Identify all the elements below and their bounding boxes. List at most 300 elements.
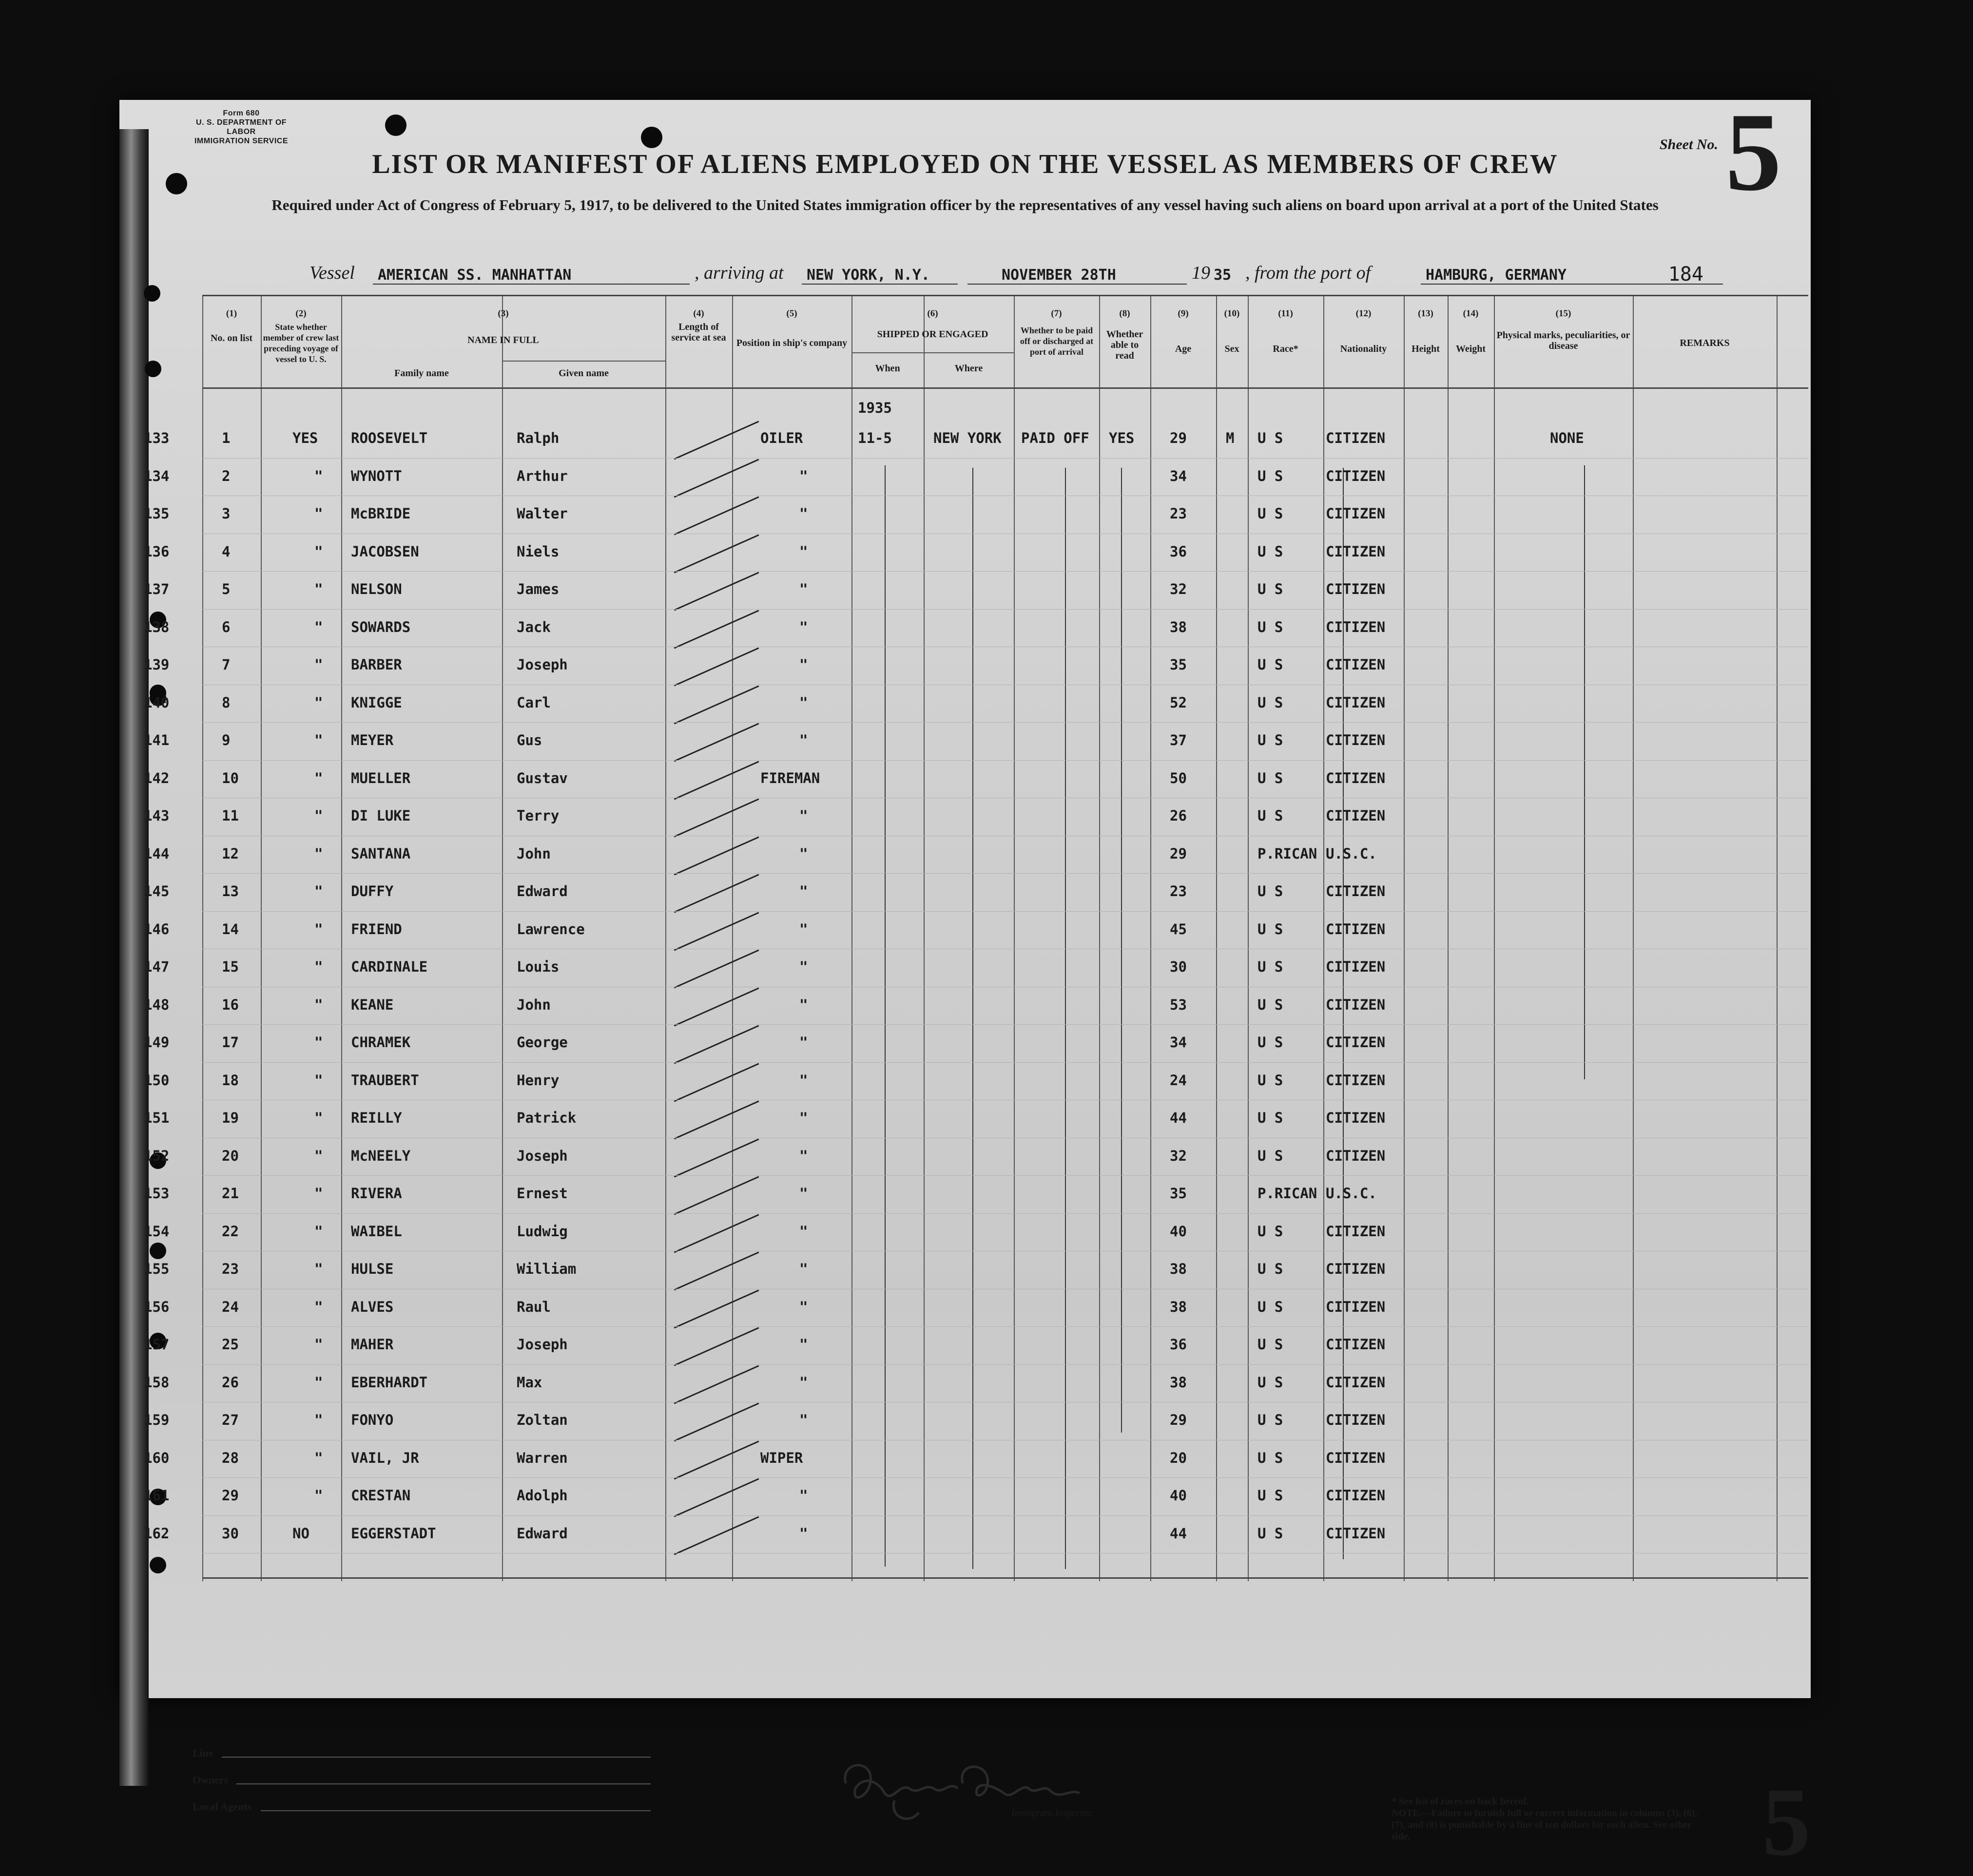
cell-given-name: Louis [517, 958, 560, 975]
cell-nationality: U.S.C. [1326, 845, 1377, 862]
service-dash-mark [674, 1251, 759, 1290]
cell-position: " [799, 581, 808, 597]
header-name-in-full: NAME IN FULL [467, 335, 539, 345]
header-race: Race* [1273, 344, 1298, 354]
header-paid-off: Whether to be paid off or discharged at port of arrival [1020, 325, 1094, 357]
cell-race: U S [1257, 920, 1283, 938]
cell-line-number: 136 [144, 543, 170, 560]
cell-nationality: CITIZEN [1326, 807, 1386, 824]
form-service: IMMIGRATION SERVICE [194, 137, 289, 145]
cell-position: " [799, 505, 808, 522]
cell-position: " [799, 1336, 808, 1353]
cell-family-name: KEANE [351, 996, 394, 1013]
cell-list-number: 6 [222, 618, 231, 635]
cell-race: U S [1257, 1223, 1283, 1240]
cell-list-number: 20 [222, 1147, 239, 1164]
colnum-2: (2) [295, 308, 307, 319]
cell-able-to-read: YES [1109, 430, 1135, 446]
cell-position: " [799, 920, 808, 938]
cell-line-number: 143 [144, 807, 170, 824]
cell-age: 38 [1170, 1261, 1187, 1277]
cell-given-name: Joseph [517, 1147, 568, 1164]
cell-family-name: RIVERA [351, 1185, 402, 1202]
arriving-label: , arriving at [695, 263, 784, 283]
cell-line-number: 137 [144, 581, 170, 597]
service-dash-mark [674, 912, 759, 951]
cell-line-number: 146 [144, 920, 170, 938]
punch-hole [145, 361, 161, 377]
cell-list-number: 24 [222, 1298, 239, 1315]
table-row [144, 684, 1808, 722]
cell-list-number: 12 [222, 845, 239, 862]
cell-family-name: McNEELY [351, 1147, 411, 1164]
cell-age: 40 [1170, 1487, 1187, 1504]
cell-age: 45 [1170, 920, 1187, 938]
cell-race: U S [1257, 1449, 1283, 1466]
table-row [144, 457, 1808, 495]
form-identifier [188, 109, 295, 146]
cell-nationality: CITIZEN [1326, 1449, 1386, 1466]
cell-family-name: MAHER [351, 1336, 394, 1353]
cell-position: " [799, 1298, 808, 1315]
cell-prior-voyage: " [314, 1449, 323, 1466]
cell-race: U S [1257, 1034, 1283, 1051]
cell-prior-voyage: " [314, 920, 323, 938]
cell-family-name: WYNOTT [351, 467, 402, 484]
cell-nationality: CITIZEN [1326, 769, 1386, 786]
service-dash-mark [674, 647, 759, 686]
cell-line-number: 153 [144, 1185, 170, 1202]
cell-prior-voyage: " [314, 845, 323, 862]
cell-line-number: 160 [144, 1449, 170, 1466]
cell-race: P.RICAN [1257, 845, 1317, 862]
cell-age: 23 [1170, 883, 1187, 900]
cell-line-number: 138 [144, 618, 170, 635]
cell-position: " [799, 845, 808, 862]
table-row [144, 1439, 1808, 1477]
colnum-1: (1) [226, 308, 237, 319]
cell-list-number: 23 [222, 1261, 239, 1277]
cell-nationality: CITIZEN [1326, 1147, 1386, 1164]
vessel-info-line [309, 258, 1723, 287]
cell-given-name: James [517, 581, 560, 597]
punch-hole [144, 285, 160, 302]
header-when: When [875, 363, 900, 374]
header-able-read: Whether able to read [1106, 329, 1143, 361]
cell-age: 32 [1170, 1147, 1187, 1164]
table-row [144, 1023, 1808, 1061]
cell-family-name: KNIGGE [351, 694, 402, 711]
table-row [144, 835, 1808, 873]
punch-hole [385, 115, 406, 136]
header-position: Position in ship's company [736, 338, 848, 348]
service-dash-mark [674, 987, 759, 1026]
cell-prior-voyage: " [314, 618, 323, 635]
cell-family-name: EGGERSTADT [351, 1525, 436, 1542]
cell-race: U S [1257, 958, 1283, 975]
cell-age: 36 [1170, 543, 1187, 560]
cell-position: " [799, 883, 808, 900]
cell-position: " [799, 618, 808, 635]
cell-prior-voyage: " [314, 694, 323, 711]
service-dash-mark [674, 1440, 759, 1479]
cell-line-number: 157 [144, 1336, 170, 1353]
header-weight: Weight [1455, 344, 1486, 354]
cell-prior-voyage: " [314, 1261, 323, 1277]
cell-family-name: CARDINALE [351, 958, 428, 975]
page-number: 184 [1668, 263, 1703, 286]
table-row [144, 1099, 1808, 1137]
service-dash-mark [674, 572, 759, 611]
cell-age: 24 [1170, 1072, 1187, 1089]
cell-line-number: 154 [144, 1223, 170, 1240]
cell-family-name: FONYO [351, 1412, 394, 1428]
cell-given-name: George [517, 1034, 568, 1051]
service-dash-mark [674, 1063, 759, 1102]
cell-prior-voyage: " [314, 807, 323, 824]
header-length-service: Length of service at sea [671, 322, 726, 343]
table-row [144, 495, 1808, 533]
table-row [144, 1476, 1808, 1514]
colnum-10: (10) [1224, 308, 1240, 319]
cell-age: 29 [1170, 1412, 1187, 1428]
cell-list-number: 3 [222, 505, 231, 522]
cell-position: " [799, 1034, 808, 1051]
cell-list-number: 25 [222, 1336, 239, 1353]
cell-nationality: CITIZEN [1326, 694, 1386, 711]
table-row [144, 1061, 1808, 1099]
cell-race: U S [1257, 996, 1283, 1013]
cell-line-number: 140 [144, 694, 170, 711]
table-top-rule [202, 295, 1808, 296]
cell-list-number: 27 [222, 1412, 239, 1428]
cell-list-number: 16 [222, 996, 239, 1013]
cell-prior-voyage: " [314, 581, 323, 597]
manifest-sheet [119, 90, 1811, 1876]
cell-given-name: Warren [517, 1449, 568, 1466]
cell-position: " [799, 1487, 808, 1504]
cell-age: 35 [1170, 656, 1187, 673]
cell-race: U S [1257, 1110, 1283, 1126]
cell-age: 38 [1170, 1298, 1187, 1315]
cell-position: " [799, 807, 808, 824]
cell-line-number: 158 [144, 1374, 170, 1391]
cell-prior-voyage: " [314, 1185, 323, 1202]
cell-race: U S [1257, 543, 1283, 560]
colnum-9: (9) [1178, 308, 1189, 319]
cell-given-name: Walter [517, 505, 568, 522]
note-star: * See list of races on back hereof. [1392, 1796, 1529, 1807]
colnum-8: (8) [1119, 308, 1130, 319]
cell-given-name: Ralph [517, 430, 560, 446]
table-row [144, 1363, 1808, 1401]
cell-list-number: 21 [222, 1185, 239, 1202]
cell-nationality: CITIZEN [1326, 1374, 1386, 1391]
cell-age: 35 [1170, 1185, 1187, 1202]
cell-nationality: CITIZEN [1326, 996, 1386, 1013]
cell-family-name: REILLY [351, 1110, 402, 1126]
cell-race: U S [1257, 505, 1283, 522]
cell-position: OILER [760, 430, 803, 446]
cell-family-name: ROOSEVELT [351, 430, 428, 446]
punch-hole [150, 1557, 166, 1573]
cell-line-number: 151 [144, 1110, 170, 1126]
header-no-on-list: No. on list [210, 333, 253, 344]
cell-position: " [799, 1374, 808, 1391]
cell-race: U S [1257, 1147, 1283, 1164]
service-dash-mark [674, 1327, 759, 1366]
cell-age: 53 [1170, 996, 1187, 1013]
arrival-date: NOVEMBER 28TH [1002, 267, 1116, 284]
cell-age: 23 [1170, 505, 1187, 522]
table-row [144, 1288, 1808, 1326]
cell-given-name: Gus [517, 732, 542, 748]
cell-age: 38 [1170, 1374, 1187, 1391]
header-given-name: Given name [559, 368, 609, 379]
cell-line-number: 145 [144, 883, 170, 900]
table-row [144, 948, 1808, 986]
table-row [144, 608, 1808, 646]
from-label: , from the port of [1245, 263, 1371, 283]
header-where: Where [954, 363, 983, 374]
inspector-label: Immigrant Inspector. [1011, 1808, 1093, 1819]
cell-nationality: CITIZEN [1326, 1072, 1386, 1089]
footer-note [1392, 1796, 1703, 1842]
header-age: Age [1175, 344, 1192, 354]
table-row [144, 1174, 1808, 1212]
cell-paid-off: PAID OFF [1021, 430, 1089, 446]
cell-race: U S [1257, 694, 1283, 711]
table-bottom-rule [202, 1577, 1808, 1579]
vessel-label: Vessel [309, 263, 355, 283]
service-dash-mark [674, 1365, 759, 1404]
name-subrule [502, 361, 665, 362]
cell-line-number: 141 [144, 732, 170, 748]
cell-nationality: CITIZEN [1326, 543, 1386, 560]
cell-nationality: CITIZEN [1326, 1525, 1386, 1542]
cell-position: " [799, 1525, 808, 1542]
cell-prior-voyage: " [314, 1298, 323, 1315]
header-shipped: SHIPPED OR ENGAGED [877, 329, 988, 340]
cell-age: 36 [1170, 1336, 1187, 1353]
cell-list-number: 8 [222, 694, 231, 711]
service-dash-mark [674, 1478, 759, 1517]
cell-race: U S [1257, 883, 1283, 900]
cell-list-number: 14 [222, 920, 239, 938]
table-row [144, 1212, 1808, 1250]
colnum-12: (12) [1355, 308, 1372, 319]
shipped-year: 1935 [858, 400, 892, 416]
table-row [144, 759, 1808, 797]
cell-given-name: Ernest [517, 1185, 568, 1202]
table-row [144, 910, 1808, 948]
cell-race: U S [1257, 1412, 1283, 1428]
cell-prior-voyage: " [314, 1147, 323, 1164]
cell-list-number: 28 [222, 1449, 239, 1466]
service-dash-mark [674, 1516, 759, 1555]
cell-age: 37 [1170, 732, 1187, 748]
cell-list-number: 22 [222, 1223, 239, 1240]
cell-race: U S [1257, 467, 1283, 484]
cell-list-number: 10 [222, 769, 239, 786]
cell-position: " [799, 694, 808, 711]
cell-given-name: Max [517, 1374, 542, 1391]
cell-race: U S [1257, 732, 1283, 748]
punch-hole [641, 127, 662, 148]
year-prefix: 19 [1192, 263, 1210, 283]
cell-nationality: CITIZEN [1326, 1110, 1386, 1126]
cell-nationality: CITIZEN [1326, 1487, 1386, 1504]
table-row [144, 721, 1808, 759]
cell-age: 44 [1170, 1110, 1187, 1126]
cell-family-name: BARBER [351, 656, 402, 673]
cell-race: U S [1257, 656, 1283, 673]
header-sex: Sex [1224, 344, 1239, 354]
cell-age: 38 [1170, 618, 1187, 635]
cell-sex: M [1226, 430, 1235, 446]
cell-nationality: CITIZEN [1326, 467, 1386, 484]
owners-field [236, 1783, 651, 1784]
cell-line-number: 144 [144, 845, 170, 862]
cell-prior-voyage: " [314, 656, 323, 673]
cell-given-name: Zoltan [517, 1412, 568, 1428]
agents-field [261, 1810, 651, 1811]
cell-position: " [799, 656, 808, 673]
service-dash-mark [674, 610, 759, 649]
cell-race: U S [1257, 1298, 1283, 1315]
service-dash-mark [674, 874, 759, 913]
cell-race: U S [1257, 1261, 1283, 1277]
cell-list-number: 30 [222, 1525, 239, 1542]
service-dash-mark [674, 1289, 759, 1328]
cell-shipped-when: 11-5 [858, 430, 892, 446]
cell-list-number: 17 [222, 1034, 239, 1051]
underline [802, 284, 958, 285]
cell-family-name: NELSON [351, 581, 402, 597]
cell-list-number: 19 [222, 1110, 239, 1126]
service-dash-mark [674, 1100, 759, 1139]
cell-family-name: MUELLER [351, 769, 411, 786]
cell-position: " [799, 1412, 808, 1428]
cell-line-number: 148 [144, 996, 170, 1013]
cell-race: U S [1257, 807, 1283, 824]
cell-family-name: TRAUBERT [351, 1072, 419, 1089]
service-dash-mark [674, 1402, 759, 1441]
cell-nationality: CITIZEN [1326, 1034, 1386, 1051]
cell-given-name: Patrick [517, 1110, 577, 1126]
cell-line-number: 147 [144, 958, 170, 975]
header-family-name: Family name [394, 368, 449, 379]
cell-given-name: John [517, 845, 551, 862]
cell-line-number: 161 [144, 1487, 170, 1504]
form-number: Form 680 [223, 109, 260, 117]
cell-position: " [799, 1147, 808, 1164]
service-dash-mark [674, 1138, 759, 1177]
cell-prior-voyage: " [314, 1412, 323, 1428]
line-label: Line [193, 1747, 213, 1759]
cell-list-number: 1 [222, 430, 231, 446]
cell-given-name: Gustav [517, 769, 568, 786]
cell-family-name: EBERHARDT [351, 1374, 428, 1391]
cell-age: 26 [1170, 807, 1187, 824]
colnum-13: (13) [1418, 308, 1433, 319]
cell-given-name: Ludwig [517, 1223, 568, 1240]
cell-list-number: 29 [222, 1487, 239, 1504]
cell-position: " [799, 958, 808, 975]
cell-prior-voyage: " [314, 958, 323, 975]
cell-nationality: CITIZEN [1326, 883, 1386, 900]
cell-given-name: Niels [517, 543, 560, 560]
cell-list-number: 15 [222, 958, 239, 975]
cell-nationality: CITIZEN [1326, 1261, 1386, 1277]
vessel-name: AMERICAN SS. MANHATTAN [378, 267, 572, 284]
cell-nationality: CITIZEN [1326, 1336, 1386, 1353]
cell-given-name: John [517, 996, 551, 1013]
cell-position: " [799, 1110, 808, 1126]
cell-prior-voyage: " [314, 1223, 323, 1240]
shipped-subrule [851, 352, 1014, 353]
cell-nationality: CITIZEN [1326, 581, 1386, 597]
cell-position: FIREMAN [760, 769, 820, 786]
cell-prior-voyage: " [314, 1072, 323, 1089]
service-dash-mark [674, 798, 759, 837]
cell-position: " [799, 1261, 808, 1277]
colnum-4: (4) [693, 308, 704, 319]
cell-list-number: 13 [222, 883, 239, 900]
cell-age: 32 [1170, 581, 1187, 597]
cell-age: 52 [1170, 694, 1187, 711]
cell-line-number: 139 [144, 656, 170, 673]
underline [373, 284, 690, 285]
cell-family-name: CRESTAN [351, 1487, 411, 1504]
colnum-11: (11) [1278, 308, 1293, 319]
cell-age: 30 [1170, 958, 1187, 975]
cell-line-number: 159 [144, 1412, 170, 1428]
cell-family-name: DI LUKE [351, 807, 411, 824]
header-state-whether: State whether member of crew last preceding voyage of vessel to U. S. [263, 322, 339, 364]
service-dash-mark [674, 761, 759, 800]
service-dash-mark [674, 685, 759, 724]
cell-nationality: U.S.C. [1326, 1185, 1377, 1202]
cell-given-name: Terry [517, 807, 560, 824]
colnum-6: (6) [927, 308, 938, 319]
cell-given-name: Raul [517, 1298, 551, 1315]
cell-line-number: 155 [144, 1261, 170, 1277]
cell-list-number: 26 [222, 1374, 239, 1391]
service-dash-mark [674, 1214, 759, 1253]
cell-prior-voyage: " [314, 1034, 323, 1051]
cell-position: " [799, 1072, 808, 1089]
table-row [144, 1250, 1808, 1288]
cell-list-number: 5 [222, 581, 231, 597]
cell-family-name: MEYER [351, 732, 394, 748]
cell-given-name: Joseph [517, 656, 568, 673]
colnum-5: (5) [786, 308, 797, 319]
table-row [144, 1137, 1808, 1175]
cell-given-name: Edward [517, 883, 568, 900]
cell-family-name: SANTANA [351, 845, 411, 862]
cell-line-number: 135 [144, 505, 170, 522]
cell-age: 44 [1170, 1525, 1187, 1542]
cell-family-name: WAIBEL [351, 1223, 402, 1240]
cell-prior-voyage: YES [292, 430, 318, 446]
form-department: U. S. DEPARTMENT OF LABOR [195, 118, 287, 136]
service-dash-mark [674, 534, 759, 573]
cell-nationality: CITIZEN [1326, 920, 1386, 938]
cell-age: 40 [1170, 1223, 1187, 1240]
cell-prior-voyage: " [314, 467, 323, 484]
cell-given-name: Henry [517, 1072, 560, 1089]
